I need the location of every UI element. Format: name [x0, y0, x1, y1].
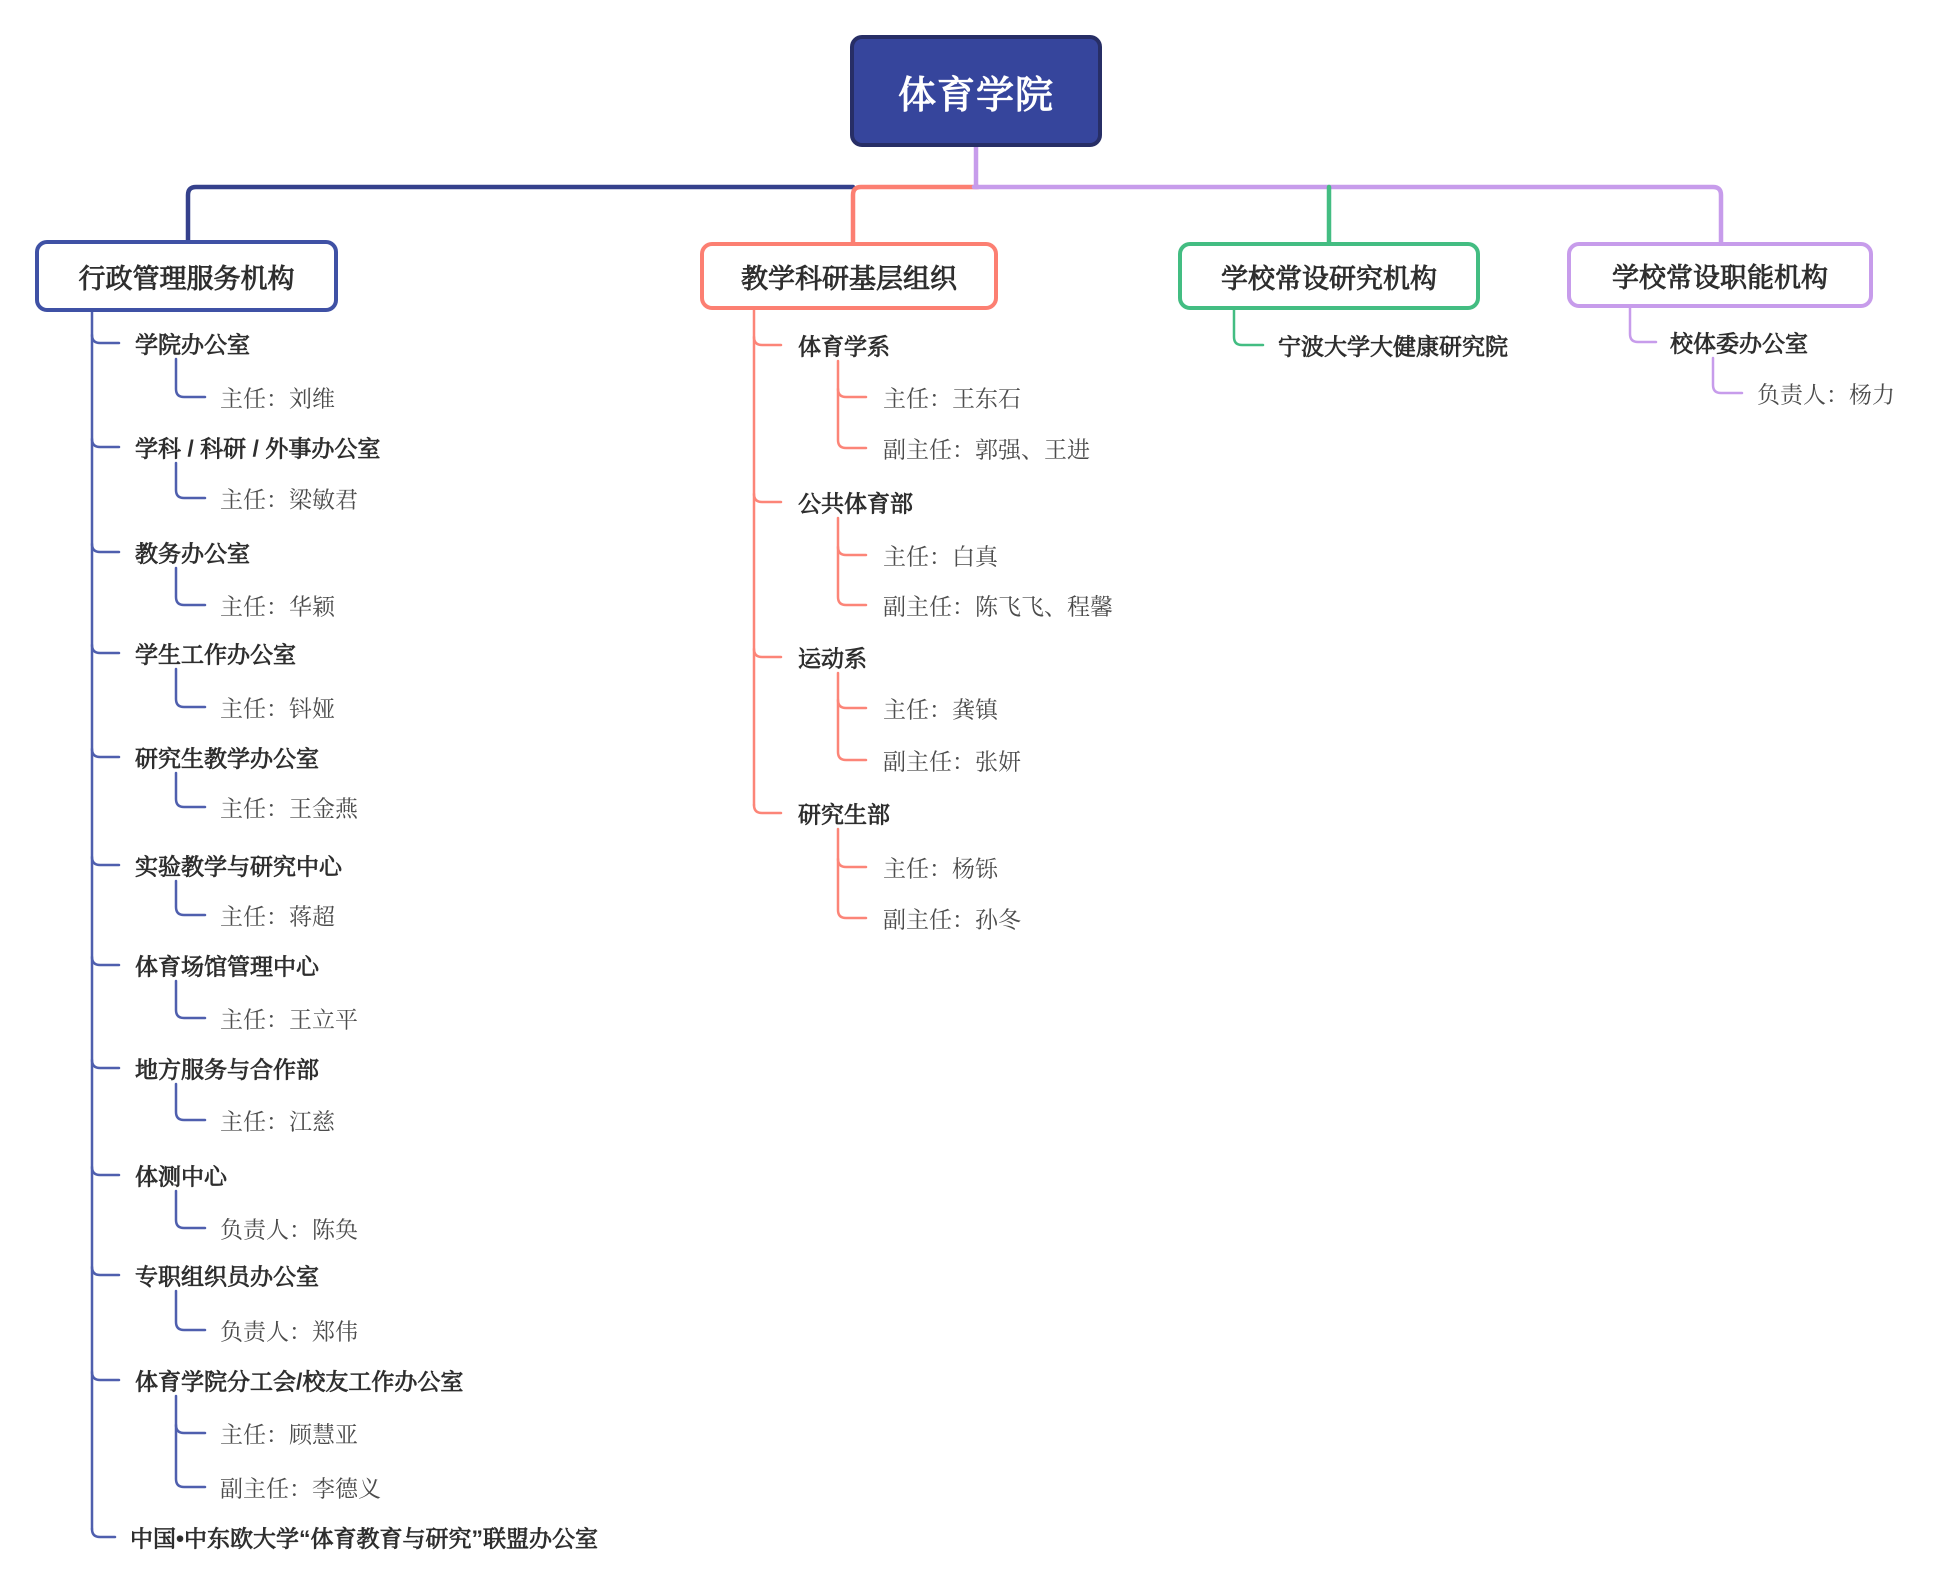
org-node-label[interactable]: 实验教学与研究中心 — [135, 853, 342, 880]
admin-branch-connectors — [92, 312, 205, 1537]
org-node-label[interactable]: 公共体育部 — [798, 490, 913, 517]
member-label[interactable]: 主任：梁敏君 — [220, 486, 358, 513]
member-label[interactable]: 负责人：郑伟 — [220, 1318, 358, 1345]
org-node-label[interactable]: 研究生部 — [798, 801, 890, 828]
research-branch-connectors — [1234, 310, 1263, 345]
member-label[interactable]: 主任：杨铄 — [883, 855, 998, 882]
member-label[interactable]: 负责人：杨力 — [1757, 381, 1895, 408]
branch-box-functional[interactable]: 学校常设职能机构 — [1567, 242, 1873, 308]
functional-bus-line — [974, 147, 1721, 242]
member-label[interactable]: 副主任：郭强、王进 — [883, 436, 1090, 463]
member-label[interactable]: 主任：蒋超 — [220, 903, 335, 930]
org-node-label[interactable]: 体育场馆管理中心 — [135, 953, 319, 980]
branch-box-research[interactable]: 学校常设研究机构 — [1178, 242, 1480, 310]
org-node-label[interactable]: 运动系 — [798, 645, 867, 672]
org-node-label[interactable]: 校体委办公室 — [1670, 330, 1808, 357]
branch-box-admin[interactable]: 行政管理服务机构 — [35, 240, 338, 312]
member-label[interactable]: 主任：顾慧亚 — [220, 1421, 358, 1448]
member-label[interactable]: 主任：华颖 — [220, 593, 335, 620]
org-node-label[interactable]: 体育学院分工会/校友工作办公室 — [135, 1368, 464, 1395]
org-node-label[interactable]: 地方服务与合作部 — [135, 1056, 319, 1083]
root-node[interactable]: 体育学院 — [850, 35, 1102, 147]
org-node-label[interactable]: 学生工作办公室 — [135, 641, 296, 668]
member-label[interactable]: 主任：王东石 — [883, 385, 1021, 412]
member-label[interactable]: 主任：王金燕 — [220, 795, 358, 822]
member-label[interactable]: 副主任：张妍 — [883, 748, 1021, 775]
teaching-bus-line — [853, 187, 978, 242]
org-node-label[interactable]: 体测中心 — [135, 1163, 227, 1190]
org-node-label[interactable]: 专职组织员办公室 — [135, 1263, 319, 1290]
org-node-label[interactable]: 宁波大学大健康研究院 — [1278, 333, 1508, 360]
member-label[interactable]: 副主任：李德义 — [220, 1475, 381, 1502]
member-label[interactable]: 副主任：孙冬 — [883, 906, 1021, 933]
org-node-label[interactable]: 学科 / 科研 / 外事办公室 — [135, 435, 381, 462]
org-node-label[interactable]: 体育学系 — [798, 333, 890, 360]
admin-bus-line — [188, 187, 853, 240]
org-node-label[interactable]: 中国•中东欧大学“体育教育与研究”联盟办公室 — [130, 1525, 599, 1552]
branch-box-teaching[interactable]: 教学科研基层组织 — [700, 242, 998, 310]
member-label[interactable]: 负责人：陈奂 — [220, 1216, 358, 1243]
member-label[interactable]: 主任：白真 — [883, 543, 998, 570]
member-label[interactable]: 副主任：陈飞飞、程馨 — [883, 593, 1113, 620]
member-label[interactable]: 主任：江慈 — [220, 1108, 335, 1135]
org-node-label[interactable]: 学院办公室 — [135, 331, 250, 358]
org-node-label[interactable]: 教务办公室 — [135, 540, 250, 567]
member-label[interactable]: 主任：王立平 — [220, 1006, 358, 1033]
org-node-label[interactable]: 研究生教学办公室 — [135, 745, 319, 772]
member-label[interactable]: 主任：刘维 — [220, 385, 335, 412]
member-label[interactable]: 主任：钭娅 — [220, 695, 335, 722]
member-label[interactable]: 主任：龚镇 — [883, 696, 998, 723]
